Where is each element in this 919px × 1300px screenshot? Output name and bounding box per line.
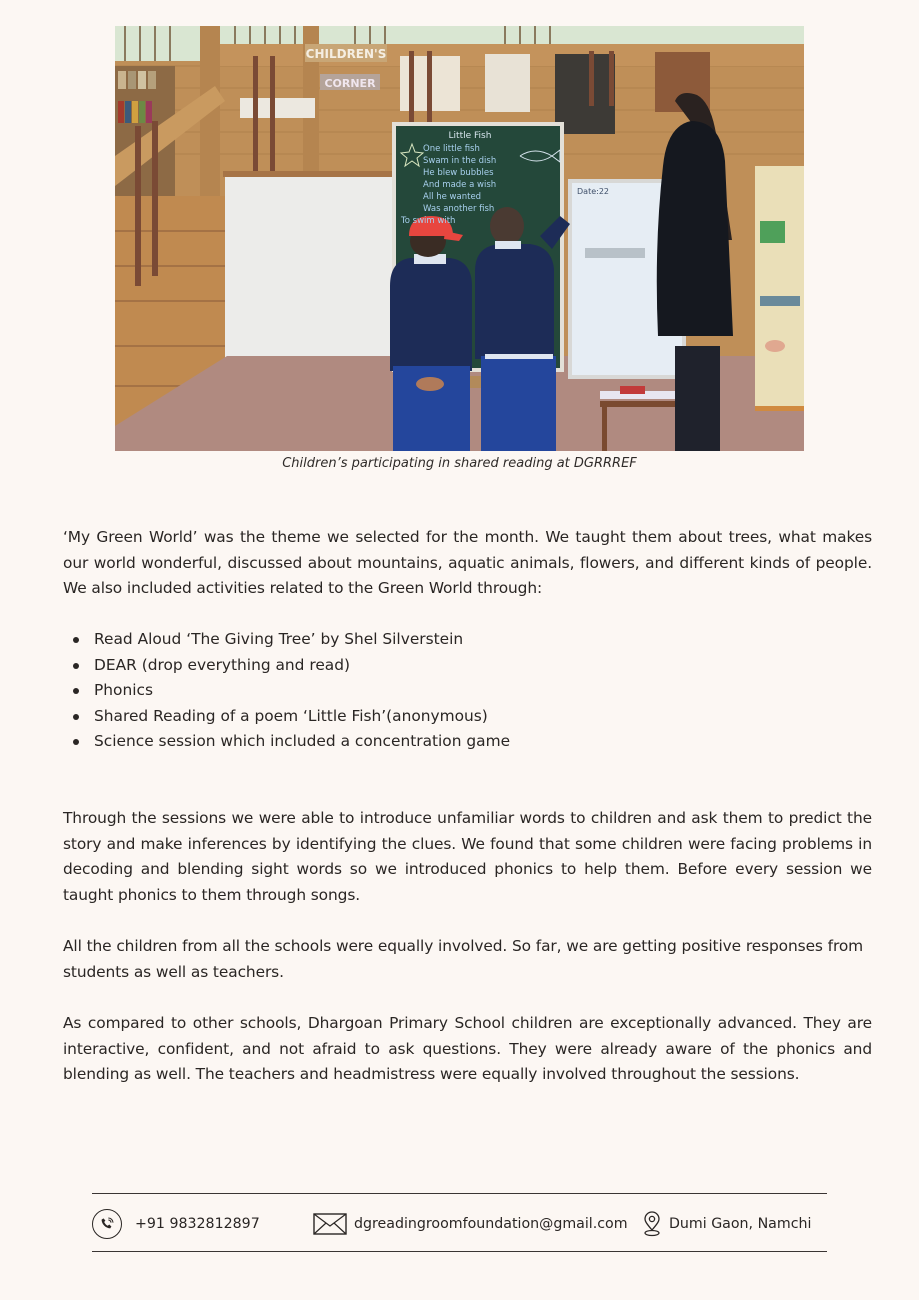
intro-paragraph: ‘My Green World’ was the theme we selected for the month. We taught them about trees, what makes our world wonderful, discussed about mountains, aquatic animals, flowers, and different kinds of people. We also included activities related to the Green World through: [63,528,872,598]
bullet-icon [73,688,79,694]
contact-location [642,1207,811,1241]
activity-text: Science session which included a concentration game [94,732,511,751]
sign-childrens-text: CHILDREN'S [305,47,387,61]
activity-text: Read Aloud ‘The Giving Tree’ by Shel Silverstein [94,630,464,648]
bullet-icon [73,739,79,745]
duster [620,386,645,394]
classroom-photo [115,26,804,451]
chalkboard-line: All he wanted [423,192,482,202]
activity-text: DEAR (drop everything and read) [94,655,351,674]
activity-item [63,678,872,704]
location-text: Dumi Gaon, Namchi [669,1216,812,1232]
chalkboard-line: Was another fish [423,204,495,214]
bullet-icon [73,663,79,669]
footer-divider-top [92,1193,827,1194]
activities-list [63,627,872,755]
footer-divider-bottom [92,1251,827,1252]
chalkboard-title: Little Fish [448,131,492,141]
activity-item [63,627,872,653]
activity-item [63,653,872,679]
activity-text: Shared Reading of a poem ‘Little Fish’(anonymous) [94,706,488,725]
comparison-paragraph: As compared to other schools, Dhargoan Primary School children are exceptionally advanced. They are interactive, confident, and not afraid to ask questions. They were already aware of the phonics and blending as well. The teachers and headmistress were equally involved throughout the sessions. [63,1014,872,1084]
phone-icon [92,1209,122,1239]
whiteboard-date: Date:22 [577,187,609,196]
involvement-paragraph: All the children from all the schools were equally involved. So far, we are getting positive responses from students as well as teachers. [63,937,864,981]
poster [485,54,530,112]
bullet-icon [73,637,79,643]
activity-item [63,729,872,755]
photo-caption: Children’s participating in shared reading at DGRRREF [282,456,637,471]
bullet-icon [73,714,79,720]
poster [240,98,315,118]
activity-text: Phonics [94,681,153,700]
activity-item [63,704,872,730]
classroom-illustration [115,26,804,451]
phone-number[interactable]: +91 9832812897 [135,1216,260,1232]
chalkboard-line: And made a wish [423,180,497,190]
sign-corner-text: CORNER [324,77,376,90]
contact-email[interactable] [313,1207,628,1241]
chalkboard-line: He blew bubbles [423,168,494,178]
white-wall [225,176,395,366]
sessions-paragraph: Through the sessions we were able to introduce unfamiliar words to children and ask them to predict the story and make inferences by identifying the clues. We found that some children were facing problems in decoding and blending sight words so we introduced phonics to help them. Before every session we taught phonics to them through songs. [63,809,872,904]
chalkboard-line: One little fish [423,144,480,154]
contact-phone[interactable] [92,1207,260,1241]
chalkboard-line: Swam in the dish [423,156,497,166]
envelope-icon [313,1213,347,1235]
map-pin-icon [642,1211,662,1237]
email-address[interactable]: dgreadingroomfoundation@gmail.com [354,1216,628,1232]
chalkboard-line: To swim with [401,216,456,226]
bookshelf-right [755,166,804,406]
